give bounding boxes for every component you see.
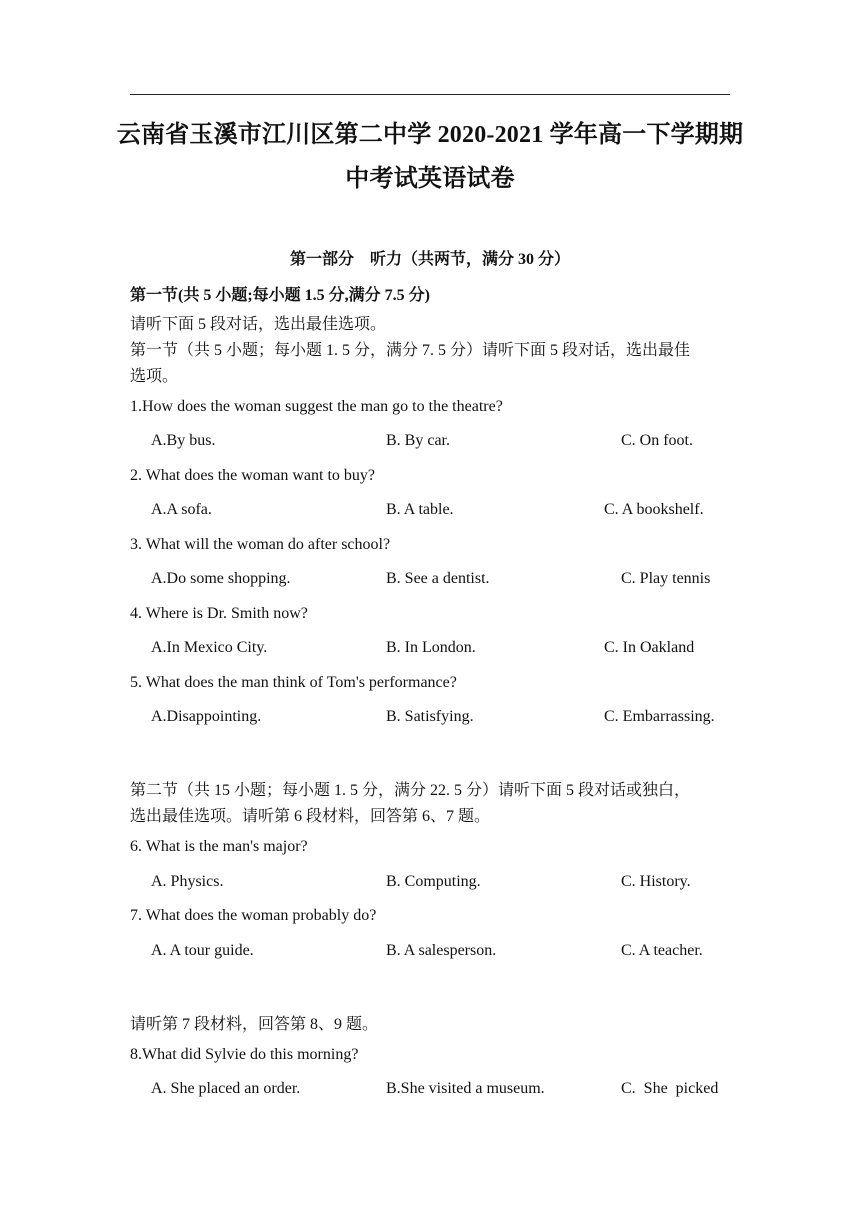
- option-b: B. A table.: [386, 501, 454, 518]
- option-c: C. On foot.: [621, 432, 693, 449]
- option-a: A. A tour guide.: [151, 942, 254, 959]
- section1-instruction-repeat-cont: 选项。: [130, 368, 179, 385]
- section2-instruction: 第二节（共 15 小题；每小题 1. 5 分，满分 22. 5 分）请听下面 5 段对话或独白，: [130, 782, 691, 799]
- section2-instruction-cont: 选出最佳选项。请听第 6 段材料，回答第 6、7 题。: [130, 808, 491, 825]
- option-c: C. History.: [621, 873, 691, 890]
- section1-instruction-repeat: 第一节（共 5 小题；每小题 1. 5 分，满分 7. 5 分）请听下面 5 段对话，选出最佳: [130, 342, 691, 359]
- question-text: 1.How does the woman suggest the man go to the theatre?: [130, 398, 503, 415]
- option-a: A.Disappointing.: [151, 708, 262, 725]
- option-b: B. By car.: [386, 432, 450, 449]
- material7-instruction: 请听第 7 段材料，回答第 8、9 题。: [130, 1016, 379, 1033]
- option-b: B. Computing.: [386, 873, 481, 890]
- option-c: C. Play tennis: [621, 570, 711, 587]
- question-text: 8.What did Sylvie do this morning?: [130, 1046, 359, 1063]
- option-a: A.A sofa.: [151, 501, 212, 518]
- option-b: B.She visited a museum.: [386, 1080, 545, 1097]
- option-b: B. In London.: [386, 639, 476, 656]
- question-text: 5. What does the man think of Tom's performance?: [130, 674, 457, 691]
- option-a: A.In Mexico City.: [151, 639, 268, 656]
- question-text: 3. What will the woman do after school?: [130, 536, 391, 553]
- section1-instruction: 请听下面 5 段对话，选出最佳选项。: [130, 316, 387, 333]
- option-b: B. Satisfying.: [386, 708, 474, 725]
- option-c: C. A teacher.: [621, 942, 703, 959]
- option-c: C. She picked: [621, 1080, 719, 1097]
- question-text: 6. What is the man's major?: [130, 838, 308, 855]
- document-title-line2: 中考试英语试卷: [345, 166, 515, 192]
- option-a: A.Do some shopping.: [151, 570, 291, 587]
- option-c: C. Embarrassing.: [604, 708, 715, 725]
- option-b: B. A salesperson.: [386, 942, 497, 959]
- option-c: C. A bookshelf.: [604, 501, 704, 518]
- question-text: 7. What does the woman probably do?: [130, 907, 377, 924]
- section1-heading: 第一节(共 5 小题;每小题 1.5 分,满分 7.5 分): [130, 287, 430, 304]
- option-b: B. See a dentist.: [386, 570, 490, 587]
- document-title-line1: 云南省玉溪市江川区第二中学 2020-2021 学年高一下学期期: [116, 122, 744, 148]
- option-a: A.By bus.: [151, 432, 216, 449]
- option-a: A. She placed an order.: [151, 1080, 301, 1097]
- option-c: C. In Oakland: [604, 639, 695, 656]
- question-text: 2. What does the woman want to buy?: [130, 467, 375, 484]
- part1-heading: 第一部分 听力（共两节，满分 30 分）: [289, 251, 570, 268]
- question-text: 4. Where is Dr. Smith now?: [130, 605, 308, 622]
- option-a: A. Physics.: [151, 873, 224, 890]
- top-rule: [130, 94, 730, 95]
